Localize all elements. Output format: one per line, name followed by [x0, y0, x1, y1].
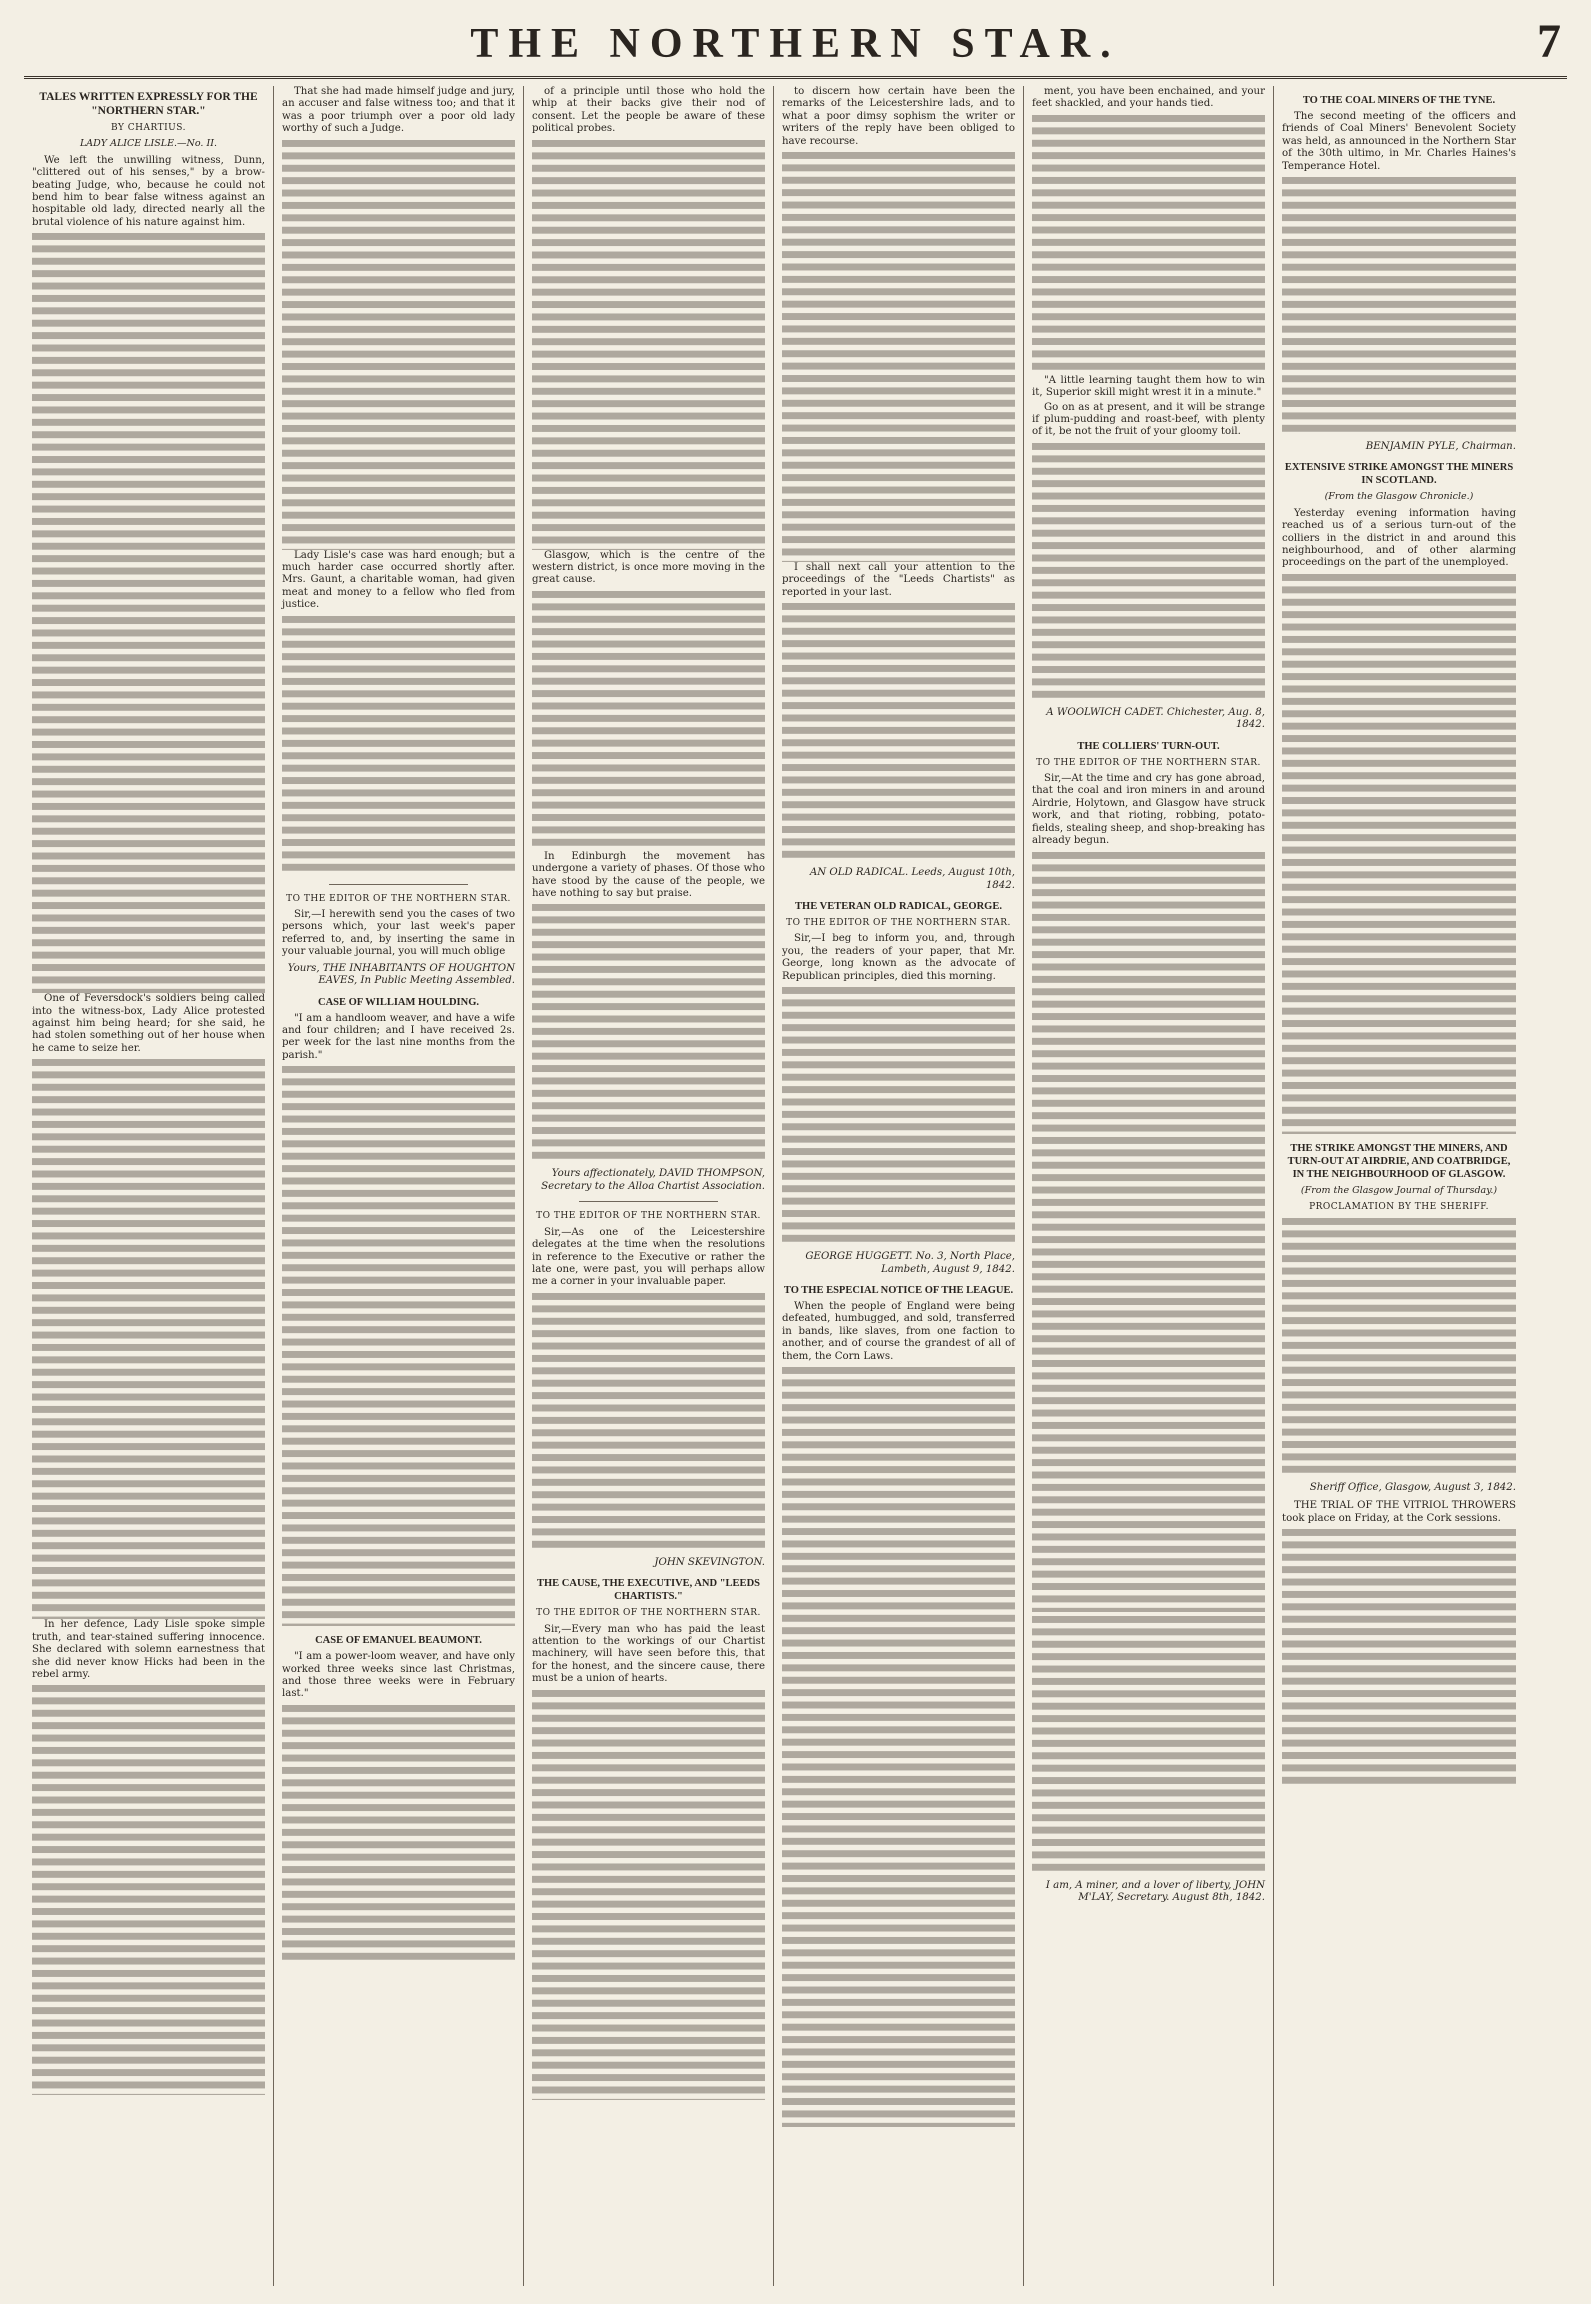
body-text-lines	[532, 1293, 765, 1553]
body-text-lines	[1032, 852, 1265, 1612]
body-text-lines	[1032, 1616, 1265, 1876]
letter-heading: TO THE EDITOR OF THE NORTHERN STAR.	[286, 893, 511, 904]
section-heading: THE CAUSE, THE EXECUTIVE, AND "LEEDS CHARTISTS."	[537, 1578, 760, 1603]
body-text-lines	[282, 1066, 515, 1626]
masthead	[24, 14, 1567, 79]
source-note: (From the Glasgow Chronicle.)	[1324, 491, 1474, 503]
paragraph: Go on as at present, and it will be strange if plum-pudding and roast-beef, with plenty of it, be not the fruit of your gloomy toil.	[1032, 401, 1265, 438]
signature: I am, A miner, and a lover of liberty, JOHN M'LAY, Secretary. August 8th, 1842.	[1045, 1879, 1265, 1903]
paragraph: I shall next call your attention to the proceedings of the "Leeds Chartists" as reported in your last.	[782, 562, 1015, 598]
newspaper-title: THE NORTHERN STAR.	[470, 21, 1121, 67]
paragraph: THE TRIAL OF THE VITRIOL THROWERS took place on Friday, at the Cork sessions.	[1282, 1500, 1516, 1524]
section-heading: CASE OF EMANUEL BEAUMONT.	[315, 1635, 482, 1647]
body-text-lines	[1282, 1529, 1516, 1789]
divider	[329, 884, 469, 885]
letter-heading: TO THE EDITOR OF THE NORTHERN STAR.	[536, 1211, 761, 1222]
signature: Sheriff Office, Glasgow, August 3, 1842.	[1309, 1481, 1516, 1493]
paragraph: of a principle until those who hold the whip at their backs give their nod of consent. Let the people be aware of these political probes.	[532, 86, 765, 135]
signature: AN OLD RADICAL. Leeds, August 10th, 1842.	[809, 867, 1015, 891]
section-heading: CASE OF WILLIAM HOULDING.	[317, 996, 480, 1008]
page-number: 7	[1537, 15, 1561, 68]
article-heading: TALES WRITTEN EXPRESSLY FOR THE "NORTHERN STAR."	[39, 91, 258, 117]
letter-heading: TO THE EDITOR OF THE NORTHERN STAR.	[786, 918, 1011, 929]
column-5	[1024, 86, 1274, 2286]
paragraph: We left the unwilling witness, Dunn, "clittered out of his senses," by a brow-beating Judge, who, because he could not bend him to bear false witness against an hospitable old lady, directed nearly all the brutal violence of his nature against him.	[32, 154, 265, 228]
byline: BY CHARTIUS.	[111, 123, 186, 133]
paragraph: Lady Lisle's case was hard enough; but a much harder case occurred shortly after. Mrs. Gaunt, a charitable woman, had given meat and money to a fellow who fled from justice.	[282, 549, 515, 611]
body-text-lines	[782, 152, 1015, 562]
paragraph: In Edinburgh the movement has undergone a variety of phases. Of those who have stood by the cause of the people, we have nothing to say but praise.	[532, 850, 765, 900]
proclamation-heading: PROCLAMATION BY THE SHERIFF.	[1309, 1202, 1489, 1213]
section-heading: EXTENSIVE STRIKE AMONGST THE MINERS IN SCOTLAND.	[1284, 462, 1514, 487]
body-text-lines	[1032, 443, 1265, 703]
body-text-lines	[532, 591, 765, 851]
section-heading: THE COLLIERS' TURN-OUT.	[1077, 740, 1220, 752]
article-columns	[24, 86, 1567, 2286]
paragraph: When the people of England were being defeated, humbugged, and sold, transferred in bands, like slaves, from one faction to another, and of course the grandest of all of them, the Corn Laws.	[782, 1300, 1015, 1362]
body-text-lines	[782, 1367, 1015, 2127]
signature: A WOOLWICH CADET. Chichester, Aug. 8, 1842.	[1046, 706, 1265, 731]
paragraph: "I am a power-loom weaver, and have only worked three weeks since last Christmas, and those three weeks were in February last."	[282, 1651, 515, 1700]
body-text-lines	[1282, 177, 1516, 437]
section-heading: THE STRIKE AMONGST THE MINERS, AND TURN-OUT AT AIRDRIE, AND COATBRIDGE, IN THE NEIGHBOURHOOD OF GLASGOW.	[1287, 1142, 1511, 1180]
body-text-lines	[32, 1059, 265, 1619]
column-1	[24, 86, 274, 2286]
body-text-lines	[532, 140, 765, 550]
body-text-lines	[532, 1690, 765, 2100]
letter-heading: TO THE EDITOR OF THE NORTHERN STAR.	[536, 1608, 761, 1619]
section-heading: TO THE COAL MINERS OF THE TYNE.	[1302, 95, 1496, 106]
signature: Yours, THE INHABITANTS OF HOUGHTON EAVES, In Public Meeting Assembled.	[287, 962, 515, 987]
paragraph: Glasgow, which is the centre of the western district, is once more moving in the great cause.	[532, 549, 765, 586]
body-text-lines	[782, 987, 1015, 1247]
paragraph: Sir,—I herewith send you the cases of two persons which, your last week's paper referred to, and, by inserting the same in your valuable journal, you will much oblige	[282, 909, 515, 958]
paragraph: Sir,—I beg to inform you, and, through you, the readers of your paper, that Mr. George, long known as the advocate of Republican principles, died this morning.	[782, 933, 1015, 982]
paragraph: "I am a handloom weaver, and have a wife and four children; and I have received 2s. per week for the last nine months from the parish."	[282, 1012, 515, 1061]
body-text-lines	[532, 904, 765, 1164]
paragraph: to discern how certain have been the remarks of the Leicestershire lads, and to what a poor dimsy sophism the writer or writers of the reply have been obliged to have recourse.	[782, 86, 1015, 147]
paragraph: That she had made himself judge and jury, an accuser and false witness too; and that it was a poor triumph over a poor old lady worthy of such a Judge.	[282, 86, 515, 135]
paragraph: Sir,—At the time and cry has gone abroad, that the coal and iron miners in and around Airdrie, Holytown, and Glasgow have struck work, and that rioting, robbing, potato-fields, stealing sheep, and shop-breaking has already begun.	[1032, 773, 1265, 847]
body-text-lines	[32, 233, 265, 993]
column-3	[524, 86, 774, 2286]
source-note: (From the Glasgow Journal of Thursday.)	[1300, 1184, 1498, 1196]
signature: GEORGE HUGGETT. No. 3, North Place, Lambeth, August 9, 1842.	[805, 1251, 1015, 1275]
paragraph: Sir,—Every man who has paid the least attention to the workings of our Chartist machinery, will have seen before this, that for the honest, and the sincere cause, there must be a union of hearts.	[532, 1623, 765, 1685]
column-2	[274, 86, 524, 2286]
body-text-lines	[282, 616, 515, 876]
signature: Yours affectionately, DAVID THOMPSON, Secretary to the Alloa Chartist Association.	[541, 1168, 765, 1192]
verse: "A little learning taught them how to win it, Superior skill might wrest it in a minute."	[1032, 374, 1265, 399]
body-text-lines	[782, 603, 1015, 863]
section-heading: THE VETERAN OLD RADICAL, GEORGE.	[795, 901, 1002, 913]
newspaper-page	[24, 14, 1567, 2290]
body-text-lines	[1032, 115, 1265, 375]
divider	[579, 1201, 719, 1202]
column-6	[1274, 86, 1524, 2286]
signature: JOHN SKEVINGTON.	[654, 1556, 765, 1568]
letter-heading: TO THE EDITOR OF THE NORTHERN STAR.	[1036, 757, 1261, 768]
article-subtitle: LADY ALICE LISLE.—No. II.	[80, 138, 217, 150]
paragraph: ment, you have been enchained, and your feet shackled, and your hands tied.	[1032, 86, 1265, 110]
paragraph: In her defence, Lady Lisle spoke simple truth, and tear-stained suffering innocence. She declared with solemn earnestness that she did never know Hicks had been in the rebel army.	[32, 1619, 265, 1680]
body-text-lines	[282, 1705, 515, 1965]
signature: BENJAMIN PYLE, Chairman.	[1365, 441, 1516, 453]
section-heading: TO THE ESPECIAL NOTICE OF THE LEAGUE.	[783, 1284, 1014, 1296]
paragraph: The second meeting of the officers and friends of Coal Miners' Benevolent Society was held, as announced in the Northern Star of the 30th ultimo, in Mr. Charles Haines's Temperance Hotel.	[1282, 111, 1516, 172]
paragraph: Sir,—As one of the Leicestershire delegates at the time when the resolutions in reference to the Executive or rather the late one, were past, you will perhaps allow me a corner in your invaluable paper.	[532, 1226, 765, 1288]
body-text-lines	[32, 1685, 265, 2095]
paragraph: One of Feversdock's soldiers being called into the witness-box, Lady Alice protested against him being heard; for she said, he had stolen something out of her house when he came to seize her.	[32, 993, 265, 1054]
body-text-lines	[1282, 1218, 1516, 1478]
paragraph: Yesterday evening information having reached us of a serious turn-out of the colliers in the district in and around this neighbourhood, and of other alarming proceedings on the part of the unemployed.	[1282, 507, 1516, 569]
column-4	[774, 86, 1024, 2286]
body-text-lines	[1282, 574, 1516, 1134]
body-text-lines	[282, 140, 515, 550]
